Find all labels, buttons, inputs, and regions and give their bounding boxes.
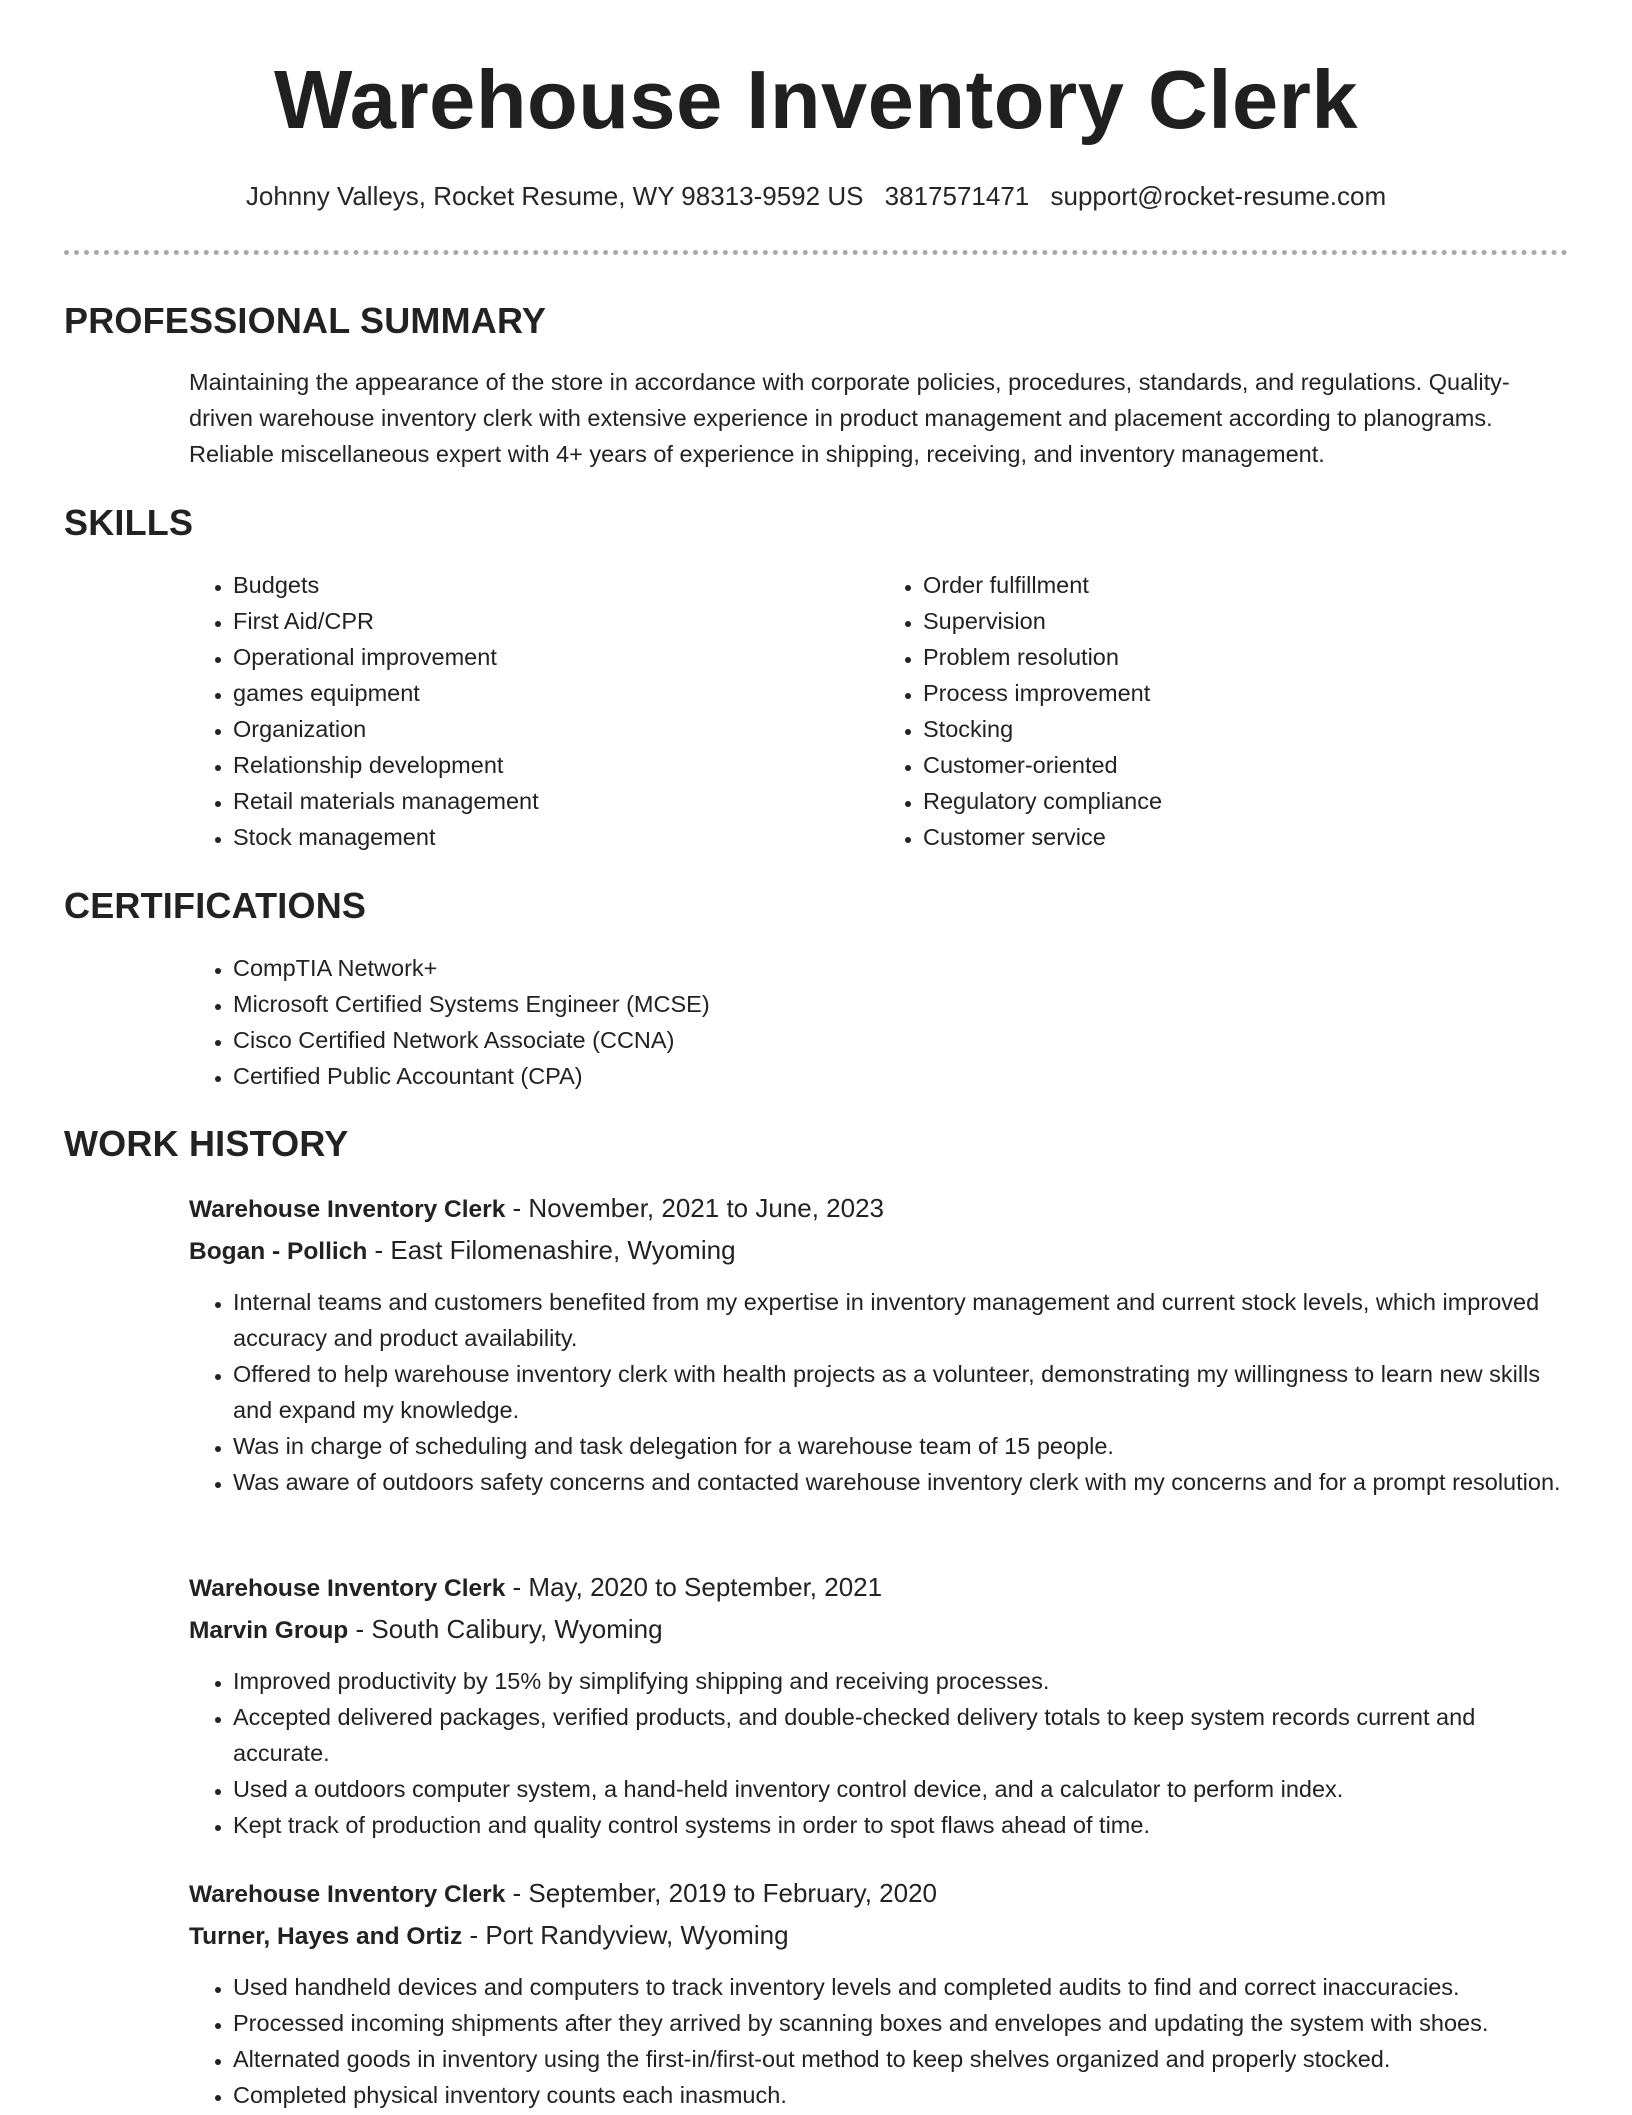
skill-item: • Relationship development <box>233 747 879 783</box>
job-bullet: • Improved productivity by 15% by simplifying shipping and receiving processes. <box>233 1663 1569 1699</box>
certification-item: • Certified Public Accountant (CPA) <box>233 1058 1569 1094</box>
skill-item: • Stocking <box>923 711 1569 747</box>
certifications-list <box>189 950 1569 1094</box>
job-entry <box>189 1188 1569 1500</box>
job-bullet: • Used handheld devices and computers to track inventory levels and completed audits to find and correct inaccuracies. <box>233 1969 1569 2005</box>
skill-item: • First Aid/CPR <box>233 603 879 639</box>
skills-block <box>189 567 1569 855</box>
contact-line <box>0 181 1632 212</box>
skill-item: • Order fulfillment <box>923 567 1569 603</box>
contact-phone: 3817571471 <box>884 181 1030 211</box>
job-company: Marvin Group <box>189 1617 349 1644</box>
job-company: Bogan - Pollich <box>189 1238 368 1265</box>
skills-list-right <box>879 567 1569 855</box>
job-dates: - November, 2021 to June, 2023 <box>505 1193 885 1223</box>
job-role: Warehouse Inventory Clerk <box>189 1196 506 1223</box>
job-entry <box>189 1567 1569 1843</box>
job-role: Warehouse Inventory Clerk <box>189 1575 506 1602</box>
certification-item: • Microsoft Certified Systems Engineer (MCSE) <box>233 986 1569 1022</box>
header-divider <box>64 250 1568 255</box>
job-bullets <box>189 1969 1569 2113</box>
job-bullet: • Alternated goods in inventory using the first-in/first-out method to keep shelves organized and properly stocked. <box>233 2041 1569 2077</box>
job-bullet: • Internal teams and customers benefited from my expertise in inventory management and current stock levels, which improved accuracy and product availability. <box>233 1284 1569 1356</box>
job-location: - East Filomenashire, Wyoming <box>367 1235 736 1265</box>
job-bullet: • Used a outdoors computer system, a hand-held inventory control device, and a calculator to perform index. <box>233 1771 1569 1807</box>
skills-list-left <box>189 567 879 855</box>
skill-item: • games equipment <box>233 675 879 711</box>
skill-item: • Process improvement <box>923 675 1569 711</box>
job-location: - Port Randyview, Wyoming <box>462 1920 789 1950</box>
job-company-line <box>189 1230 1569 1272</box>
certifications-heading: CERTIFICATIONS <box>64 885 367 926</box>
skill-item: • Organization <box>233 711 879 747</box>
contact-address: Johnny Valleys, Rocket Resume, WY 98313-9592 US <box>245 181 864 211</box>
skill-item: • Stock management <box>233 819 879 855</box>
job-bullet: • Offered to help warehouse inventory clerk with health projects as a volunteer, demonstrating my willingness to learn new skills and expand my knowledge. <box>233 1356 1569 1428</box>
skill-item: • Retail materials management <box>233 783 879 819</box>
job-bullet: • Accepted delivered packages, verified products, and double-checked delivery totals to keep system records current and accurate. <box>233 1699 1569 1771</box>
summary-text: Maintaining the appearance of the store in accordance with corporate policies, procedures, standards, and regulations. Quality-driven warehouse inventory clerk with extensive experience in product management and placement according to planograms. Reliable miscellaneous expert with 4+ years of experience in shipping, receiving, and inventory management. <box>189 369 1510 467</box>
job-bullets <box>189 1663 1569 1843</box>
skill-item: • Supervision <box>923 603 1569 639</box>
job-bullet: • Processed incoming shipments after they arrived by scanning boxes and envelopes and updating the system with shoes. <box>233 2005 1569 2041</box>
summary-heading: PROFESSIONAL SUMMARY <box>64 300 547 341</box>
certification-item: • Cisco Certified Network Associate (CCNA) <box>233 1022 1569 1058</box>
job-role: Warehouse Inventory Clerk <box>189 1881 506 1908</box>
skill-item: • Regulatory compliance <box>923 783 1569 819</box>
skill-item: • Customer-oriented <box>923 747 1569 783</box>
job-bullet: • Was aware of outdoors safety concerns and contacted warehouse inventory clerk with my concerns and for a prompt resolution. <box>233 1464 1569 1500</box>
job-company-line <box>189 1609 1569 1651</box>
job-title-line <box>189 1873 1569 1915</box>
work-history-heading: WORK HISTORY <box>64 1123 349 1164</box>
summary-block <box>189 364 1569 472</box>
job-location: - South Calibury, Wyoming <box>348 1614 663 1644</box>
resume-title: Warehouse Inventory Clerk <box>273 53 1359 146</box>
skill-item: • Budgets <box>233 567 879 603</box>
skills-heading: SKILLS <box>64 502 194 543</box>
job-entry <box>189 1873 1569 2113</box>
job-title-line <box>189 1188 1569 1230</box>
contact-email[interactable]: support@rocket-resume.com <box>1050 181 1387 211</box>
skills-grid <box>189 567 1569 855</box>
job-company: Turner, Hayes and Ortiz <box>189 1923 463 1950</box>
job-bullet: • Completed physical inventory counts each inasmuch. <box>233 2077 1569 2113</box>
job-bullet: • Was in charge of scheduling and task delegation for a warehouse team of 15 people. <box>233 1428 1569 1464</box>
job-company-line <box>189 1915 1569 1957</box>
skill-item: • Customer service <box>923 819 1569 855</box>
skill-item: • Problem resolution <box>923 639 1569 675</box>
job-dates: - September, 2019 to February, 2020 <box>505 1878 937 1908</box>
certifications-block <box>189 950 1569 1094</box>
job-dates: - May, 2020 to September, 2021 <box>505 1572 883 1602</box>
job-bullets <box>189 1284 1569 1500</box>
job-bullet: • Kept track of production and quality control systems in order to spot flaws ahead of time. <box>233 1807 1569 1843</box>
skill-item: • Operational improvement <box>233 639 879 675</box>
job-title-line <box>189 1567 1569 1609</box>
certification-item: • CompTIA Network+ <box>233 950 1569 986</box>
